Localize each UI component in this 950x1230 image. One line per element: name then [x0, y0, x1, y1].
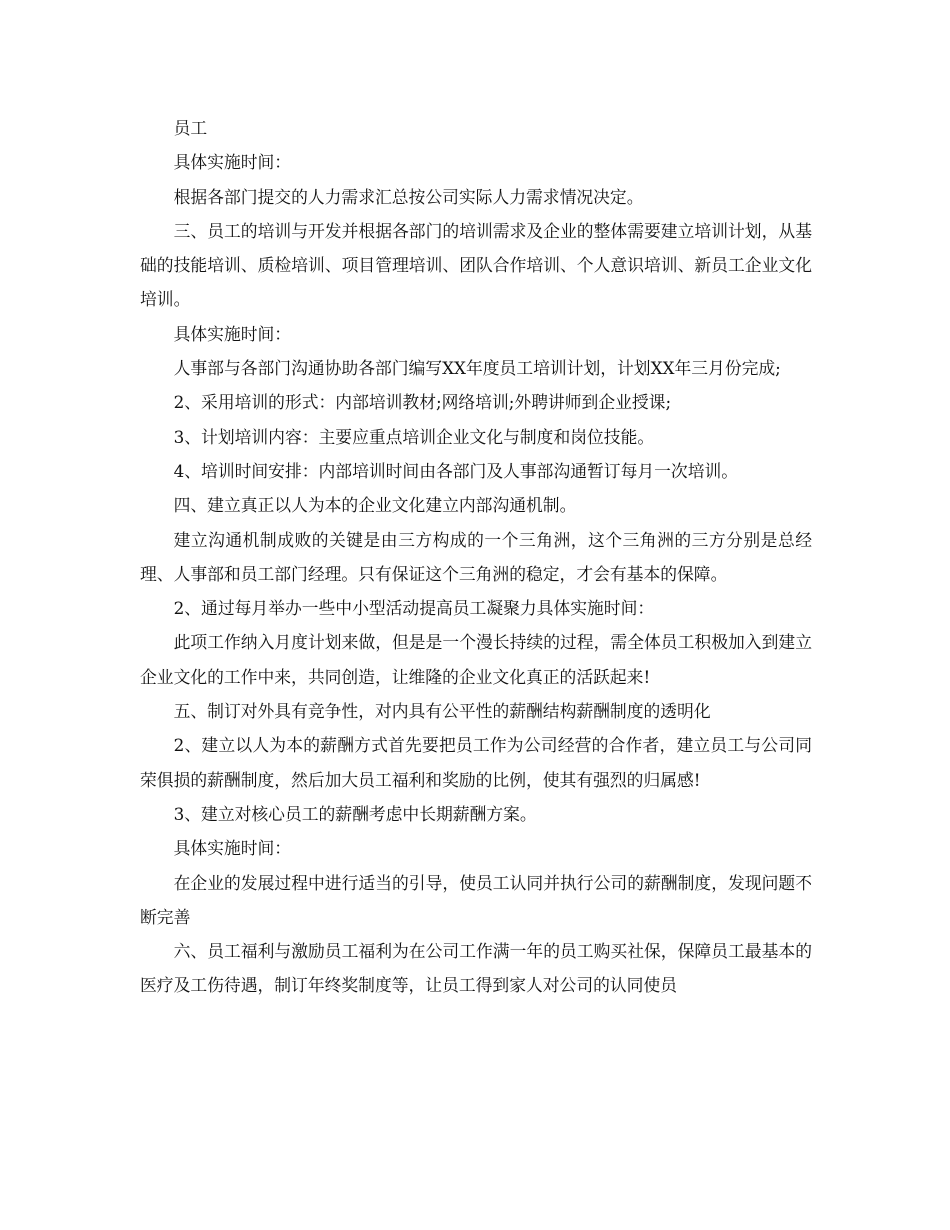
paragraph: 在企业的发展过程中进行适当的引导，使员工认同并执行公司的薪酬制度，发现问题不断完善 — [140, 872, 812, 927]
paragraph: 此项工作纳入月度计划来做，但是是一个漫长持续的过程，需全体员工积极加入到建立企业文化的工作中来，共同创造，让维隆的企业文化真正的活跃起来! — [140, 632, 812, 687]
paragraph: 2、建立以人为本的薪酬方式首先要把员工作为公司经营的合作者，建立员工与公司同荣俱损的薪酬制度，然后加大员工福利和奖励的比例，使其有强烈的归属感! — [140, 735, 812, 790]
paragraph: 2、采用培训的形式：内部培训教材;网络培训;外聘讲师到企业授课; — [173, 392, 672, 413]
paragraph: 2、通过每月举办一些中小型活动提高员工凝聚力具体实施时间： — [173, 598, 655, 619]
document-body — [140, 111, 812, 1003]
paragraph: 人事部与各部门沟通协助各部门编写XX年度员工培训计划，计划XX年三月份完成; — [173, 358, 781, 379]
paragraph: 员工 — [173, 118, 208, 138]
paragraph: 具体实施时间： — [173, 152, 292, 173]
paragraph: 具体实施时间： — [173, 323, 292, 344]
paragraph: 五、制订对外具有竞争性，对内具有公平性的薪酬结构薪酬制度的透明化 — [173, 701, 711, 722]
paragraph: 3、建立对核心员工的薪酬考虑中长期薪酬方案。 — [173, 803, 537, 824]
paragraph: 具体实施时间： — [173, 838, 292, 859]
paragraph: 四、建立真正以人为本的企业文化建立内部沟通机制。 — [173, 495, 577, 516]
paragraph: 三、员工的培训与开发并根据各部门的培训需求及企业的整体需要建立培训计划，从基础的技能培训、质检培训、项目管理培训、团队合作培训、个人意识培训、新员工企业文化培训。 — [140, 220, 812, 310]
paragraph: 六、员工福利与激励员工福利为在公司工作满一年的员工购买社保，保障员工最基本的医疗及工伤待遇，制订年终奖制度等，让员工得到家人对公司的认同使员 — [140, 941, 812, 996]
paragraph: 4、培训时间安排：内部培训时间由各部门及人事部沟通暂订每月一次培训。 — [173, 460, 739, 481]
paragraph: 根据各部门提交的人力需求汇总按公司实际人力需求情况决定。 — [173, 186, 644, 207]
paragraph: 建立沟通机制成败的关键是由三方构成的一个三角洲，这个三角洲的三方分别是总经理、人事部和员工部门经理。只有保证这个三角洲的稳定，才会有基本的保障。 — [140, 529, 812, 584]
paragraph: 3、计划培训内容：主要应重点培训企业文化与制度和岗位技能。 — [173, 426, 655, 447]
